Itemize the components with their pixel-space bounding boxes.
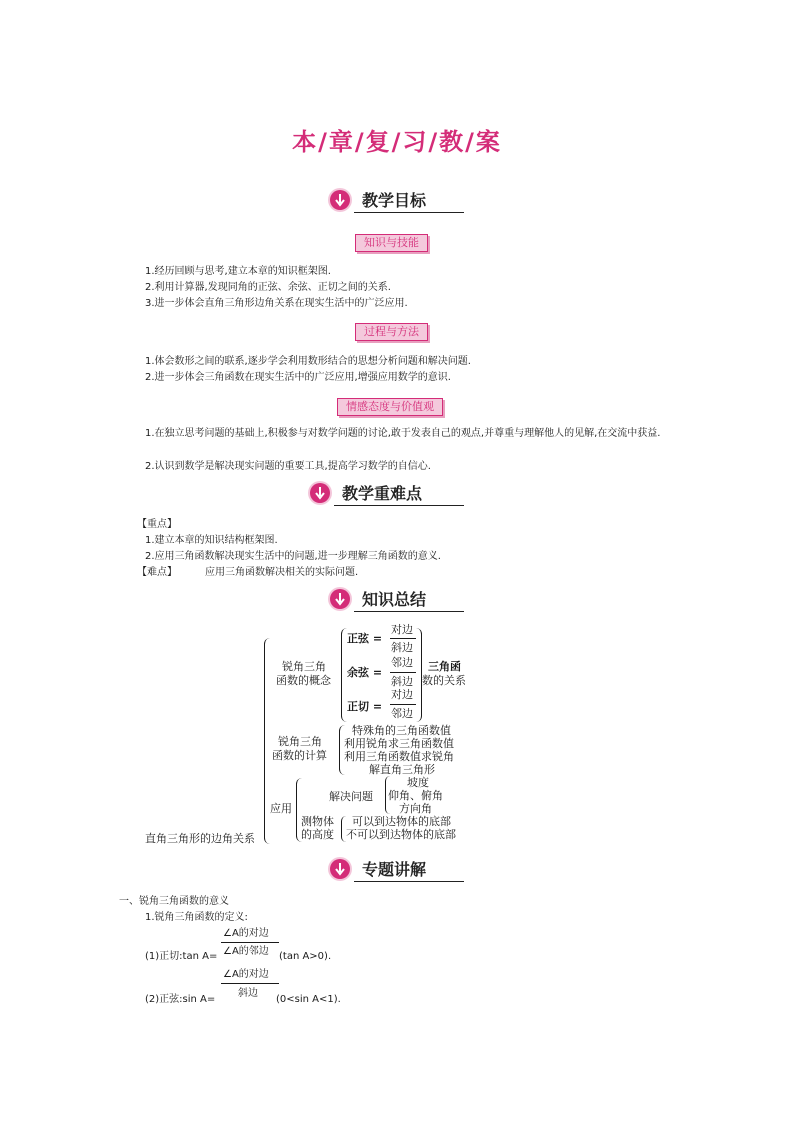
measure-item: 可以到达物体的底部 bbox=[352, 815, 451, 828]
section-underline bbox=[354, 881, 464, 882]
sin-def-prefix: (2)正弦:sin A= bbox=[145, 994, 216, 1005]
fraction-line bbox=[221, 983, 279, 984]
down-arrow-icon bbox=[330, 859, 350, 879]
concept-label: 函数的概念 bbox=[276, 674, 331, 687]
section-title: 专题讲解 bbox=[362, 860, 427, 879]
cos-numerator: 邻边 bbox=[391, 656, 413, 669]
list-item: 2.利用计算器,发现同角的正弦、余弦、正切之间的关系. bbox=[145, 282, 391, 293]
tan-def-suffix: (tan A>0). bbox=[279, 951, 332, 962]
list-item: 3.进一步体会直角三角形边角关系在现实生活中的广泛应用. bbox=[145, 298, 408, 309]
lecture-heading: 一、锐角三角函数的意义 bbox=[119, 896, 229, 907]
solve-item: 坡度 bbox=[407, 776, 429, 789]
diagram-root: 直角三角形的边角关系 bbox=[145, 832, 255, 845]
calc-item: 利用锐角求三角函数值 bbox=[344, 737, 454, 750]
cos-label: 余弦 = bbox=[347, 666, 383, 679]
list-item: 1.体会数形之间的联系,逐步学会利用数形结合的思想分析问题和解决问题. bbox=[145, 356, 471, 367]
list-item: 2.认识到数学是解决现实问题的重要工具,提高学习数学的自信心. bbox=[145, 461, 431, 472]
sin-def-suffix: (0<sin A<1). bbox=[276, 994, 341, 1005]
measure-label: 测物体 bbox=[301, 815, 334, 828]
section-title: 教学重难点 bbox=[342, 484, 423, 503]
calc-item: 解直角三角形 bbox=[369, 763, 435, 776]
key-label: 【重点】 bbox=[137, 519, 177, 530]
list-item: 1.建立本章的知识结构框架图. bbox=[145, 535, 278, 546]
cos-denominator: 斜边 bbox=[391, 675, 413, 688]
lecture-subheading: 1.锐角三角函数的定义: bbox=[145, 912, 248, 923]
concept-label: 锐角三角 bbox=[282, 660, 326, 673]
sin-label: 正弦 = bbox=[347, 632, 383, 645]
section-header-goals bbox=[330, 188, 464, 212]
calc-label: 锐角三角 bbox=[278, 735, 322, 748]
relation-label: 数的关系 bbox=[422, 674, 466, 687]
measure-label: 的高度 bbox=[301, 828, 334, 841]
difficult-label: 【难点】 bbox=[137, 567, 177, 578]
relation-label: 三角函 bbox=[428, 660, 461, 673]
fraction-line bbox=[221, 942, 279, 943]
section-title: 知识总结 bbox=[362, 590, 427, 609]
sin-denominator: 斜边 bbox=[391, 641, 413, 654]
tan-def-prefix: (1)正切:tan A= bbox=[145, 951, 218, 962]
measure-item: 不可以到达物体的底部 bbox=[346, 828, 456, 841]
solve-label: 解决问题 bbox=[329, 790, 373, 803]
tan-numerator: 对边 bbox=[391, 688, 413, 701]
solve-item: 方向角 bbox=[399, 802, 432, 815]
section-underline bbox=[334, 505, 464, 506]
calc-item: 特殊角的三角函数值 bbox=[352, 724, 451, 737]
sin-def-numerator: ∠A的对边 bbox=[223, 969, 269, 980]
down-arrow-icon bbox=[330, 190, 350, 210]
down-arrow-icon bbox=[330, 589, 350, 609]
difficult-text: 应用三角函数解决相关的实际问题. bbox=[205, 567, 359, 578]
calc-label: 函数的计算 bbox=[272, 749, 327, 762]
section-header-lecture bbox=[330, 857, 464, 881]
list-item: 1.在独立思考问题的基础上,积极参与对数学问题的讨论,敢于发表自己的观点,并尊重与理解他人的见解,在交流中获益. bbox=[145, 428, 661, 439]
list-item: 1.经历回顾与思考,建立本章的知识框架图. bbox=[145, 266, 331, 277]
tan-def-denominator: ∠A的邻边 bbox=[223, 946, 269, 957]
apply-label: 应用 bbox=[270, 802, 292, 815]
section-underline bbox=[354, 212, 464, 213]
fraction-line bbox=[390, 638, 416, 639]
section-header-summary bbox=[330, 587, 464, 611]
subsection-knowledge: 知识与技能 bbox=[355, 234, 428, 252]
down-arrow-icon bbox=[310, 483, 330, 503]
tan-def-numerator: ∠A的对边 bbox=[223, 928, 269, 939]
sin-def-denominator: 斜边 bbox=[238, 988, 258, 999]
solve-item: 仰角、俯角 bbox=[388, 789, 443, 802]
section-header-keypoints bbox=[310, 481, 464, 505]
tan-denominator: 邻边 bbox=[391, 707, 413, 720]
list-item: 2.进一步体会三角函数在现实生活中的广泛应用,增强应用数学的意识. bbox=[145, 372, 451, 383]
tan-label: 正切 = bbox=[347, 700, 383, 713]
sin-numerator: 对边 bbox=[391, 623, 413, 636]
fraction-line bbox=[390, 672, 416, 673]
subsection-emotion: 情感态度与价值观 bbox=[337, 398, 443, 416]
section-underline bbox=[354, 611, 464, 612]
calc-item: 利用三角函数值求锐角 bbox=[344, 750, 454, 763]
fraction-line bbox=[390, 704, 416, 705]
page-title: 本/章/复/习/教/案 bbox=[292, 128, 502, 156]
section-title: 教学目标 bbox=[362, 191, 427, 210]
subsection-process: 过程与方法 bbox=[355, 323, 428, 341]
list-item: 2.应用三角函数解决现实生活中的问题,进一步理解三角函数的意义. bbox=[145, 551, 441, 562]
